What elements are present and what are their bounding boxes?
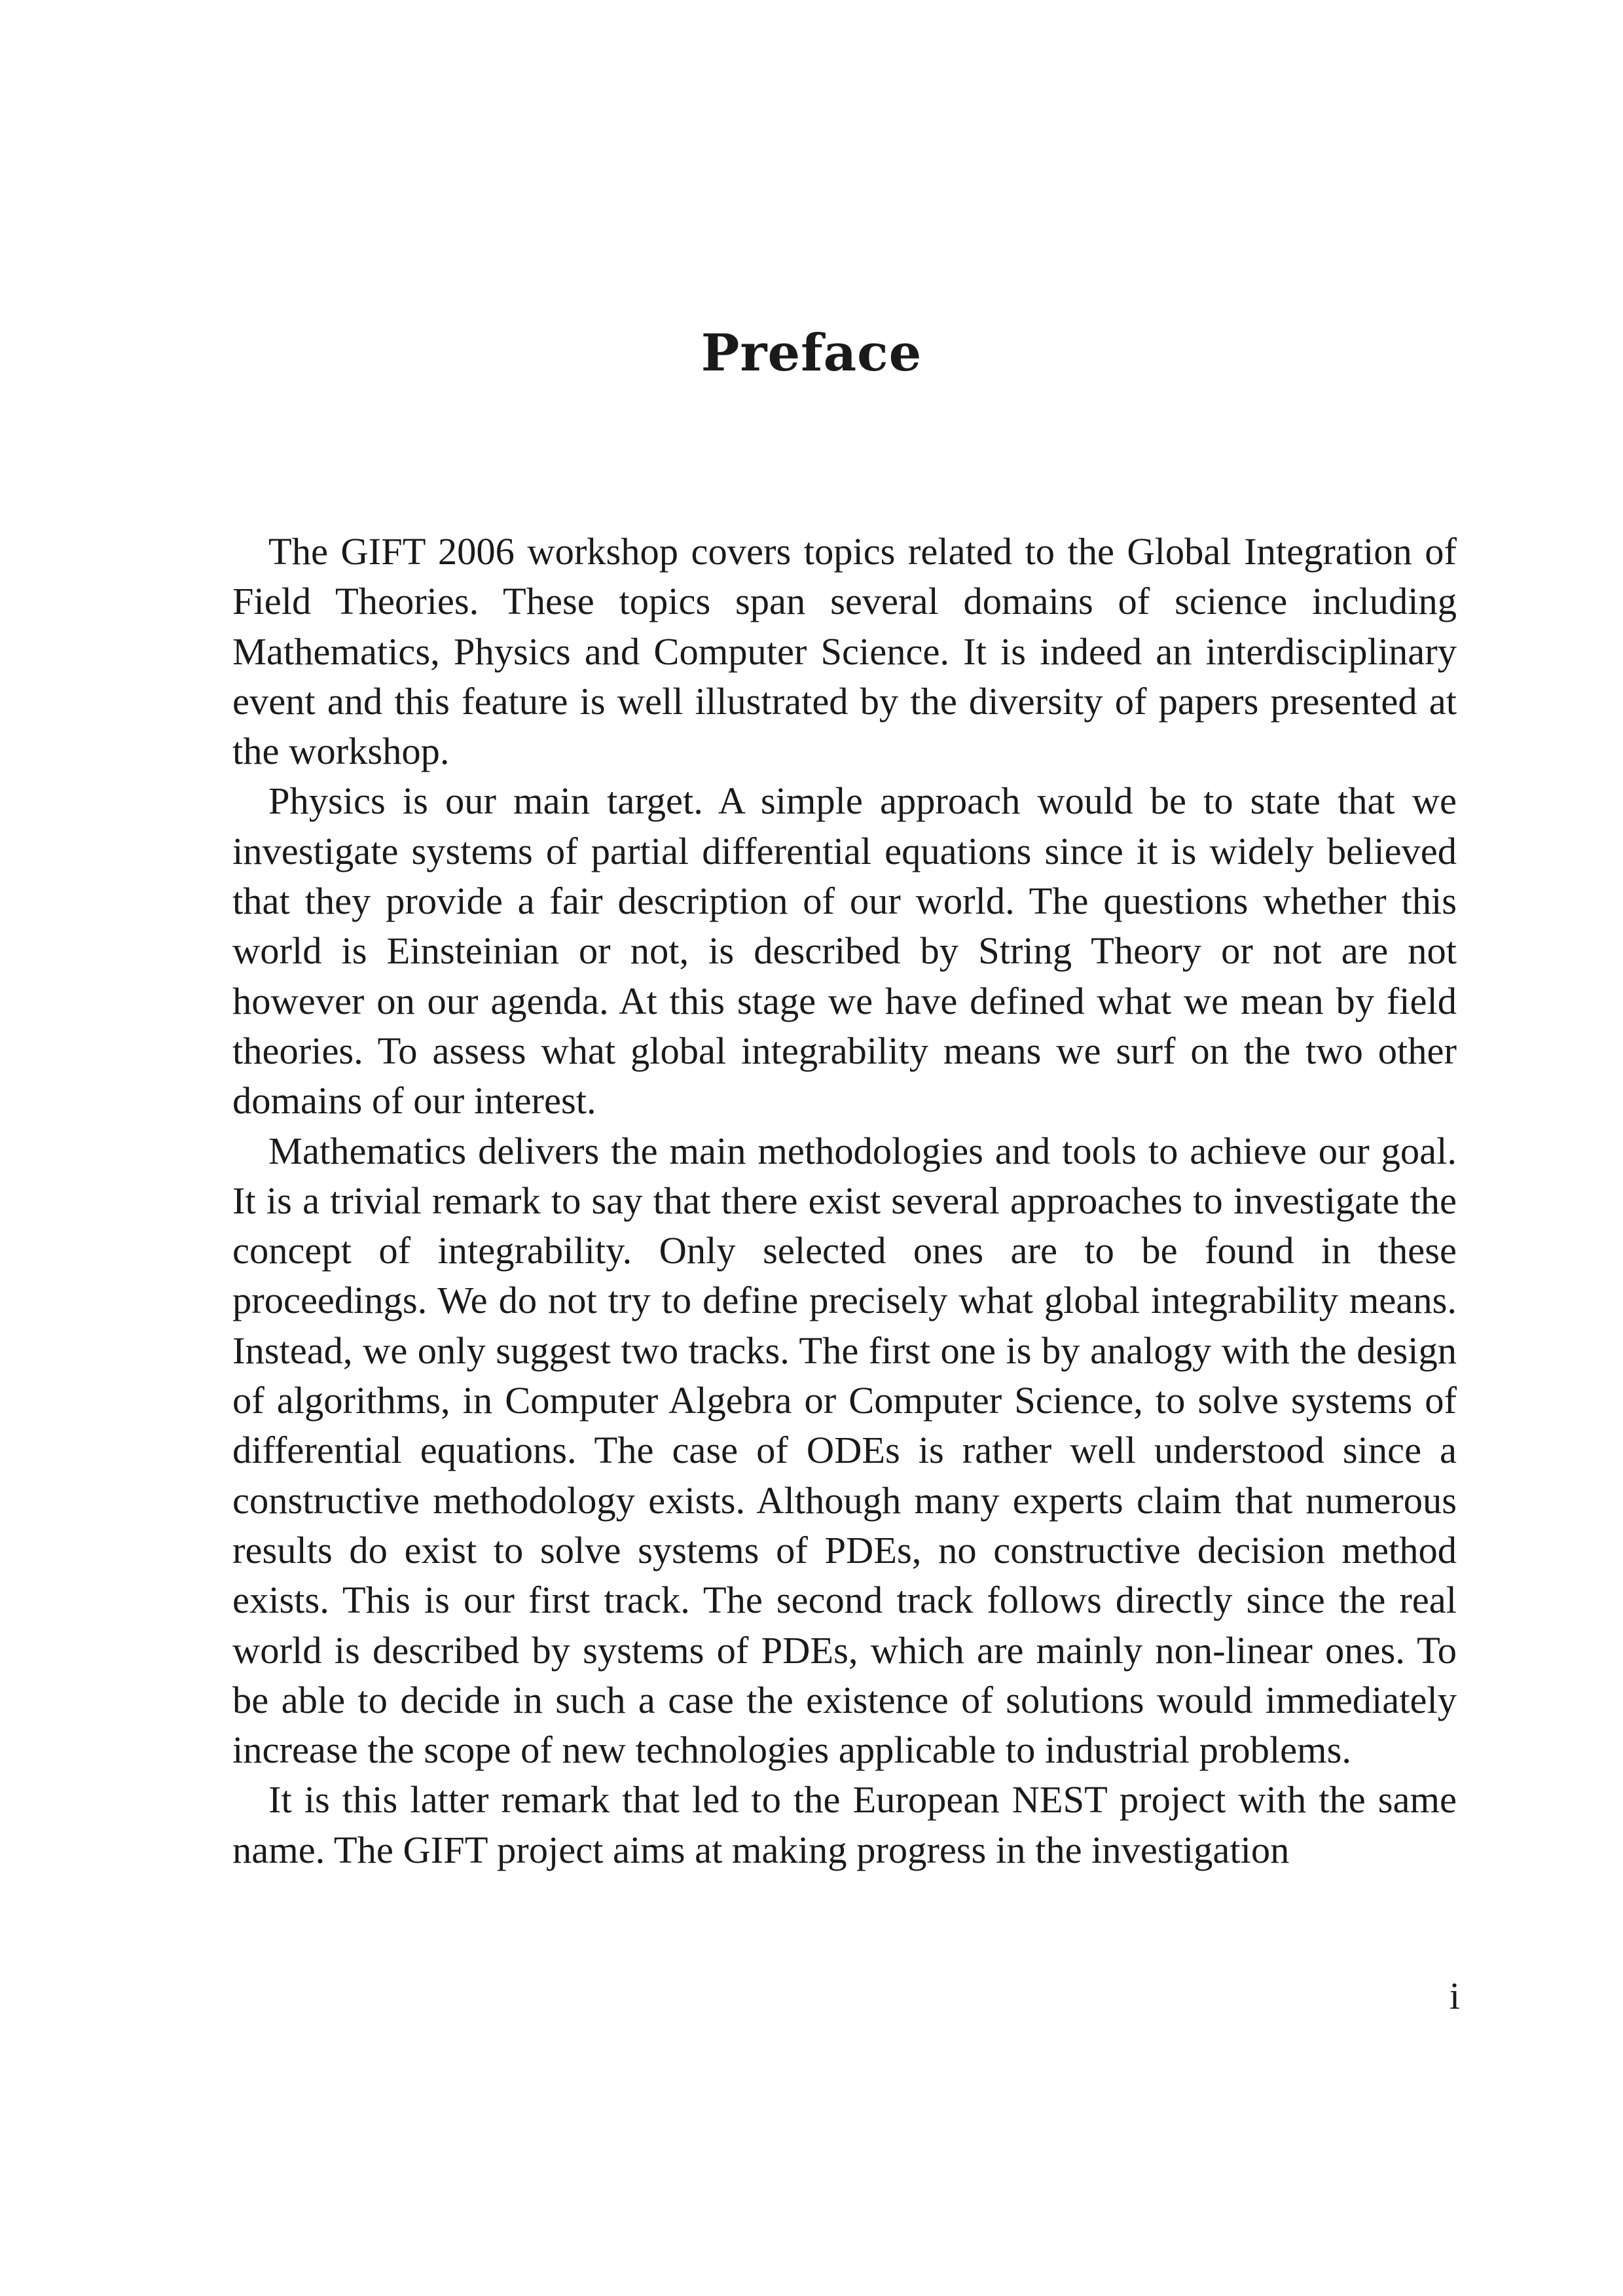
paragraph-1: The GIFT 2006 workshop covers topics related to the Global Integration of Field Theories. These topics span several domains of science including Mathematics, Physics and Computer Science. It is indeed an interdisciplinary event and this feature is well illustrated by the diversity of papers presented at the workshop.	[232, 530, 1457, 773]
page-number: i	[1449, 1975, 1460, 2017]
paragraph-4: It is this latter remark that led to the European NEST project with the same name. The GIFT project aims at making progress in the investigation	[232, 1778, 1457, 1871]
body-text	[232, 527, 1457, 1875]
page-title: Preface	[701, 323, 922, 383]
paragraph-3: Mathematics delivers the main methodologies and tools to achieve our goal. It is a trivial remark to say that there exist several approaches to investigate the concept of integrability. Only selected ones are to be found in these proceedings. We do not try to define precisely what global integrability means. Instead, we only suggest two tracks. The first one is by analogy with the design of algorithms, in Computer Algebra or Computer Science, to solve systems of differential equations. The case of ODEs is rather well understood since a constructive methodology exists. Although many experts claim that numerous results do exist to solve systems of PDEs, no constructive decision method exists. This is our first track. The second track follows directly since the real world is described by systems of PDEs, which are mainly non-linear ones. To be able to decide in such a case the existence of solutions would immediately increase the scope of new technologies applicable to industrial problems.	[232, 1129, 1457, 1772]
paragraph-2: Physics is our main target. A simple approach would be to state that we investigate systems of partial differential equations since it is widely believed that they provide a fair description of our world. The questions whether this world is Einsteinian or not, is described by String Theory or not are not however on our agenda. At this stage we have defined what we mean by field theories. To assess what global integrability means we surf on the two other domains of our interest.	[232, 780, 1457, 1122]
